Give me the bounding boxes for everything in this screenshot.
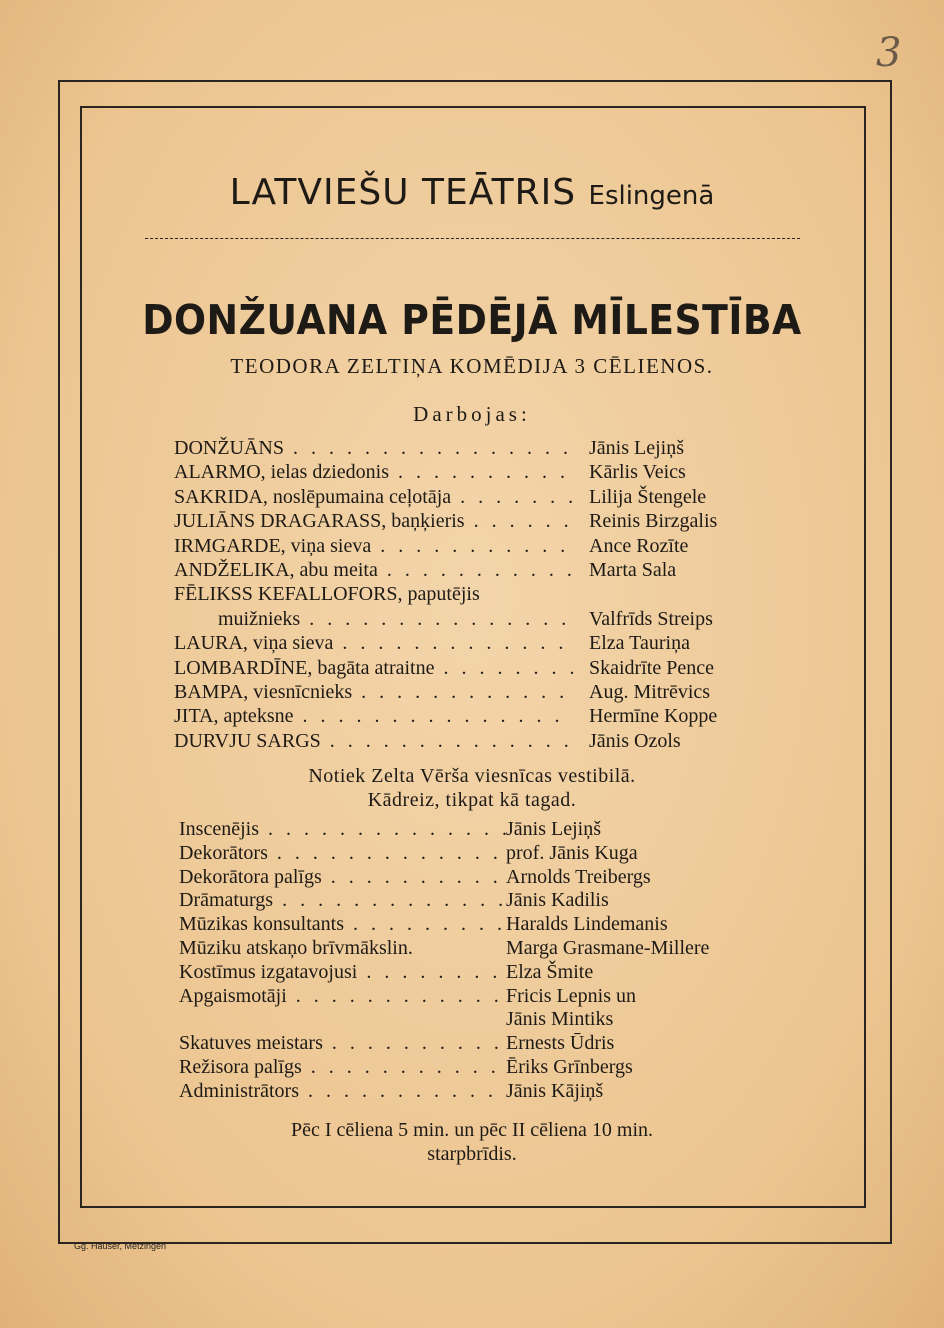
crew-list: [179, 818, 789, 1104]
cast-actor: Valfrīds Streips: [589, 607, 713, 630]
cast-role: LOMBARDĪNE, bagāta atraitne . . .: [174, 656, 573, 680]
cast-row: [174, 704, 794, 728]
crew-row: [179, 818, 789, 842]
cast-role: IRMGARDE, viņa sieva . . .: [174, 534, 573, 558]
cast-actor: Elza Tauriņa: [589, 632, 690, 655]
cast-role: BAMPA, viesnīcnieks . . .: [174, 680, 573, 704]
cast-role: JITA, apteksne . . .: [174, 704, 573, 728]
crew-person: Haralds Lindemanis: [506, 913, 668, 936]
crew-row: [179, 1032, 789, 1056]
crew-row: [179, 1080, 789, 1104]
cast-row: [174, 485, 794, 509]
cast-role: ANDŽELIKA, abu meita . . .: [174, 558, 573, 582]
crew-person: Jānis Kadilis: [506, 889, 609, 912]
setting-line: Notiek Zelta Vērša viesnīcas vestibilā.: [308, 765, 636, 787]
cast-actor: Lilija Štengele: [589, 485, 707, 508]
cast-row: [174, 460, 794, 484]
crew-role: Apgaismotāji . . .: [179, 985, 506, 1009]
cast-actor: Aug. Mitrēvics: [589, 681, 711, 704]
crew-role: Mūziku atskaņo brīvmākslin.: [179, 936, 413, 959]
theatre-header: [0, 172, 944, 213]
crew-person: Jānis Mintiks: [506, 1008, 614, 1031]
intermission-line: Pēc I cēliena 5 min. un pēc II cēliena 10 min.: [290, 1119, 654, 1141]
crew-row: [179, 842, 789, 866]
setting-line: Kādreiz, tikpat kā tagad.: [367, 789, 577, 811]
cast-role: LAURA, viņa sieva . . .: [174, 631, 573, 655]
cast-row: [174, 436, 794, 460]
crew-row: [179, 1056, 789, 1080]
cast-row: [174, 582, 794, 606]
cast-row: [174, 607, 794, 631]
cast-list: [174, 436, 794, 753]
cast-actor: Hermīne Koppe: [589, 705, 718, 728]
cast-actor: Skaidrīte Pence: [589, 656, 714, 679]
cast-role: ALARMO, ielas dziedonis . . .: [174, 460, 573, 484]
cast-row: [174, 656, 794, 680]
crew-role: Skatuves meistars . . .: [179, 1032, 506, 1056]
crew-role: Drāmaturgs . . .: [179, 889, 506, 913]
crew-person: Elza Šmite: [506, 960, 594, 983]
crew-row: [179, 961, 789, 985]
cast-actor: Ance Rozīte: [589, 534, 689, 557]
header-divider: [145, 238, 800, 239]
crew-person: Marga Grasmane-Millere: [506, 936, 710, 959]
cast-row: [174, 680, 794, 704]
crew-person: Arnolds Treibergs: [506, 865, 651, 888]
crew-row: [179, 1008, 789, 1032]
intermission-note: [0, 1118, 944, 1166]
crew-row: [179, 913, 789, 937]
play-subtitle: TEODORA ZELTIŅA KOMĒDIJA 3 CĒLIENOS.: [230, 354, 714, 378]
crew-role: Mūzikas konsultants . . .: [179, 913, 506, 937]
crew-person: Jānis Kājiņš: [506, 1079, 604, 1102]
cast-actor: Jānis Ozols: [589, 729, 681, 752]
printer-imprint: Gg. Hauser, Metzingen: [74, 1241, 167, 1251]
crew-row: [179, 985, 789, 1009]
page-number: 3: [876, 30, 902, 76]
cast-heading: Darbojas:: [413, 402, 531, 426]
cast-actor: Jānis Lejiņš: [589, 437, 684, 459]
cast-row: [174, 558, 794, 582]
cast-actor: Marta Sala: [589, 559, 677, 582]
crew-role: Režisora palīgs . . .: [179, 1056, 506, 1080]
cast-actor: Reinis Birzgalis: [589, 510, 718, 533]
crew-role: [179, 1008, 506, 1032]
crew-person: Ēriks Grīnbergs: [506, 1055, 633, 1078]
crew-role: Dekorātors . . .: [179, 842, 506, 866]
cast-role: FĒLIKSS KEFALLOFORS, paputējis: [174, 583, 480, 606]
crew-role: Administrātors . . .: [179, 1080, 506, 1104]
play-title: DONŽUANA PĒDĒJĀ MĪLESTĪBA: [142, 296, 802, 344]
cast-row: [174, 631, 794, 655]
cast-row: [174, 729, 794, 753]
theatre-name: LATVIEŠU TEĀTRIS: [229, 172, 577, 213]
cast-actor: [573, 582, 794, 606]
crew-role: Dekorātora palīgs . . .: [179, 866, 506, 890]
crew-row: [179, 937, 789, 961]
cast-role: DURVJU SARGS . . .: [174, 729, 573, 753]
crew-person: Ernests Ūdris: [506, 1032, 615, 1055]
intermission-line: starpbrīdis.: [427, 1143, 517, 1165]
cast-row: [174, 509, 794, 533]
crew-row: [179, 866, 789, 890]
cast-role: DONŽUĀNS . . .: [174, 436, 573, 460]
cast-role: SAKRIDA, noslēpumaina ceļotāja . . .: [174, 485, 573, 509]
cast-row: [174, 534, 794, 558]
cast-role: JULIĀNS DRAGARASS, baņķieris . . .: [174, 509, 573, 533]
cast-actor: Kārlis Veics: [589, 461, 686, 484]
theatre-city: Eslingenā: [588, 181, 715, 211]
setting-note: [0, 764, 944, 812]
crew-row: [179, 889, 789, 913]
crew-person: Jānis Lejiņš: [506, 818, 601, 840]
crew-role: Kostīmus izgatavojusi . . .: [179, 961, 506, 985]
crew-role: Inscenējis . . .: [179, 818, 506, 842]
crew-person: prof. Jānis Kuga: [506, 841, 638, 864]
cast-role: muižnieks . . .: [174, 607, 573, 631]
crew-person: Fricis Lepnis un: [506, 984, 636, 1007]
